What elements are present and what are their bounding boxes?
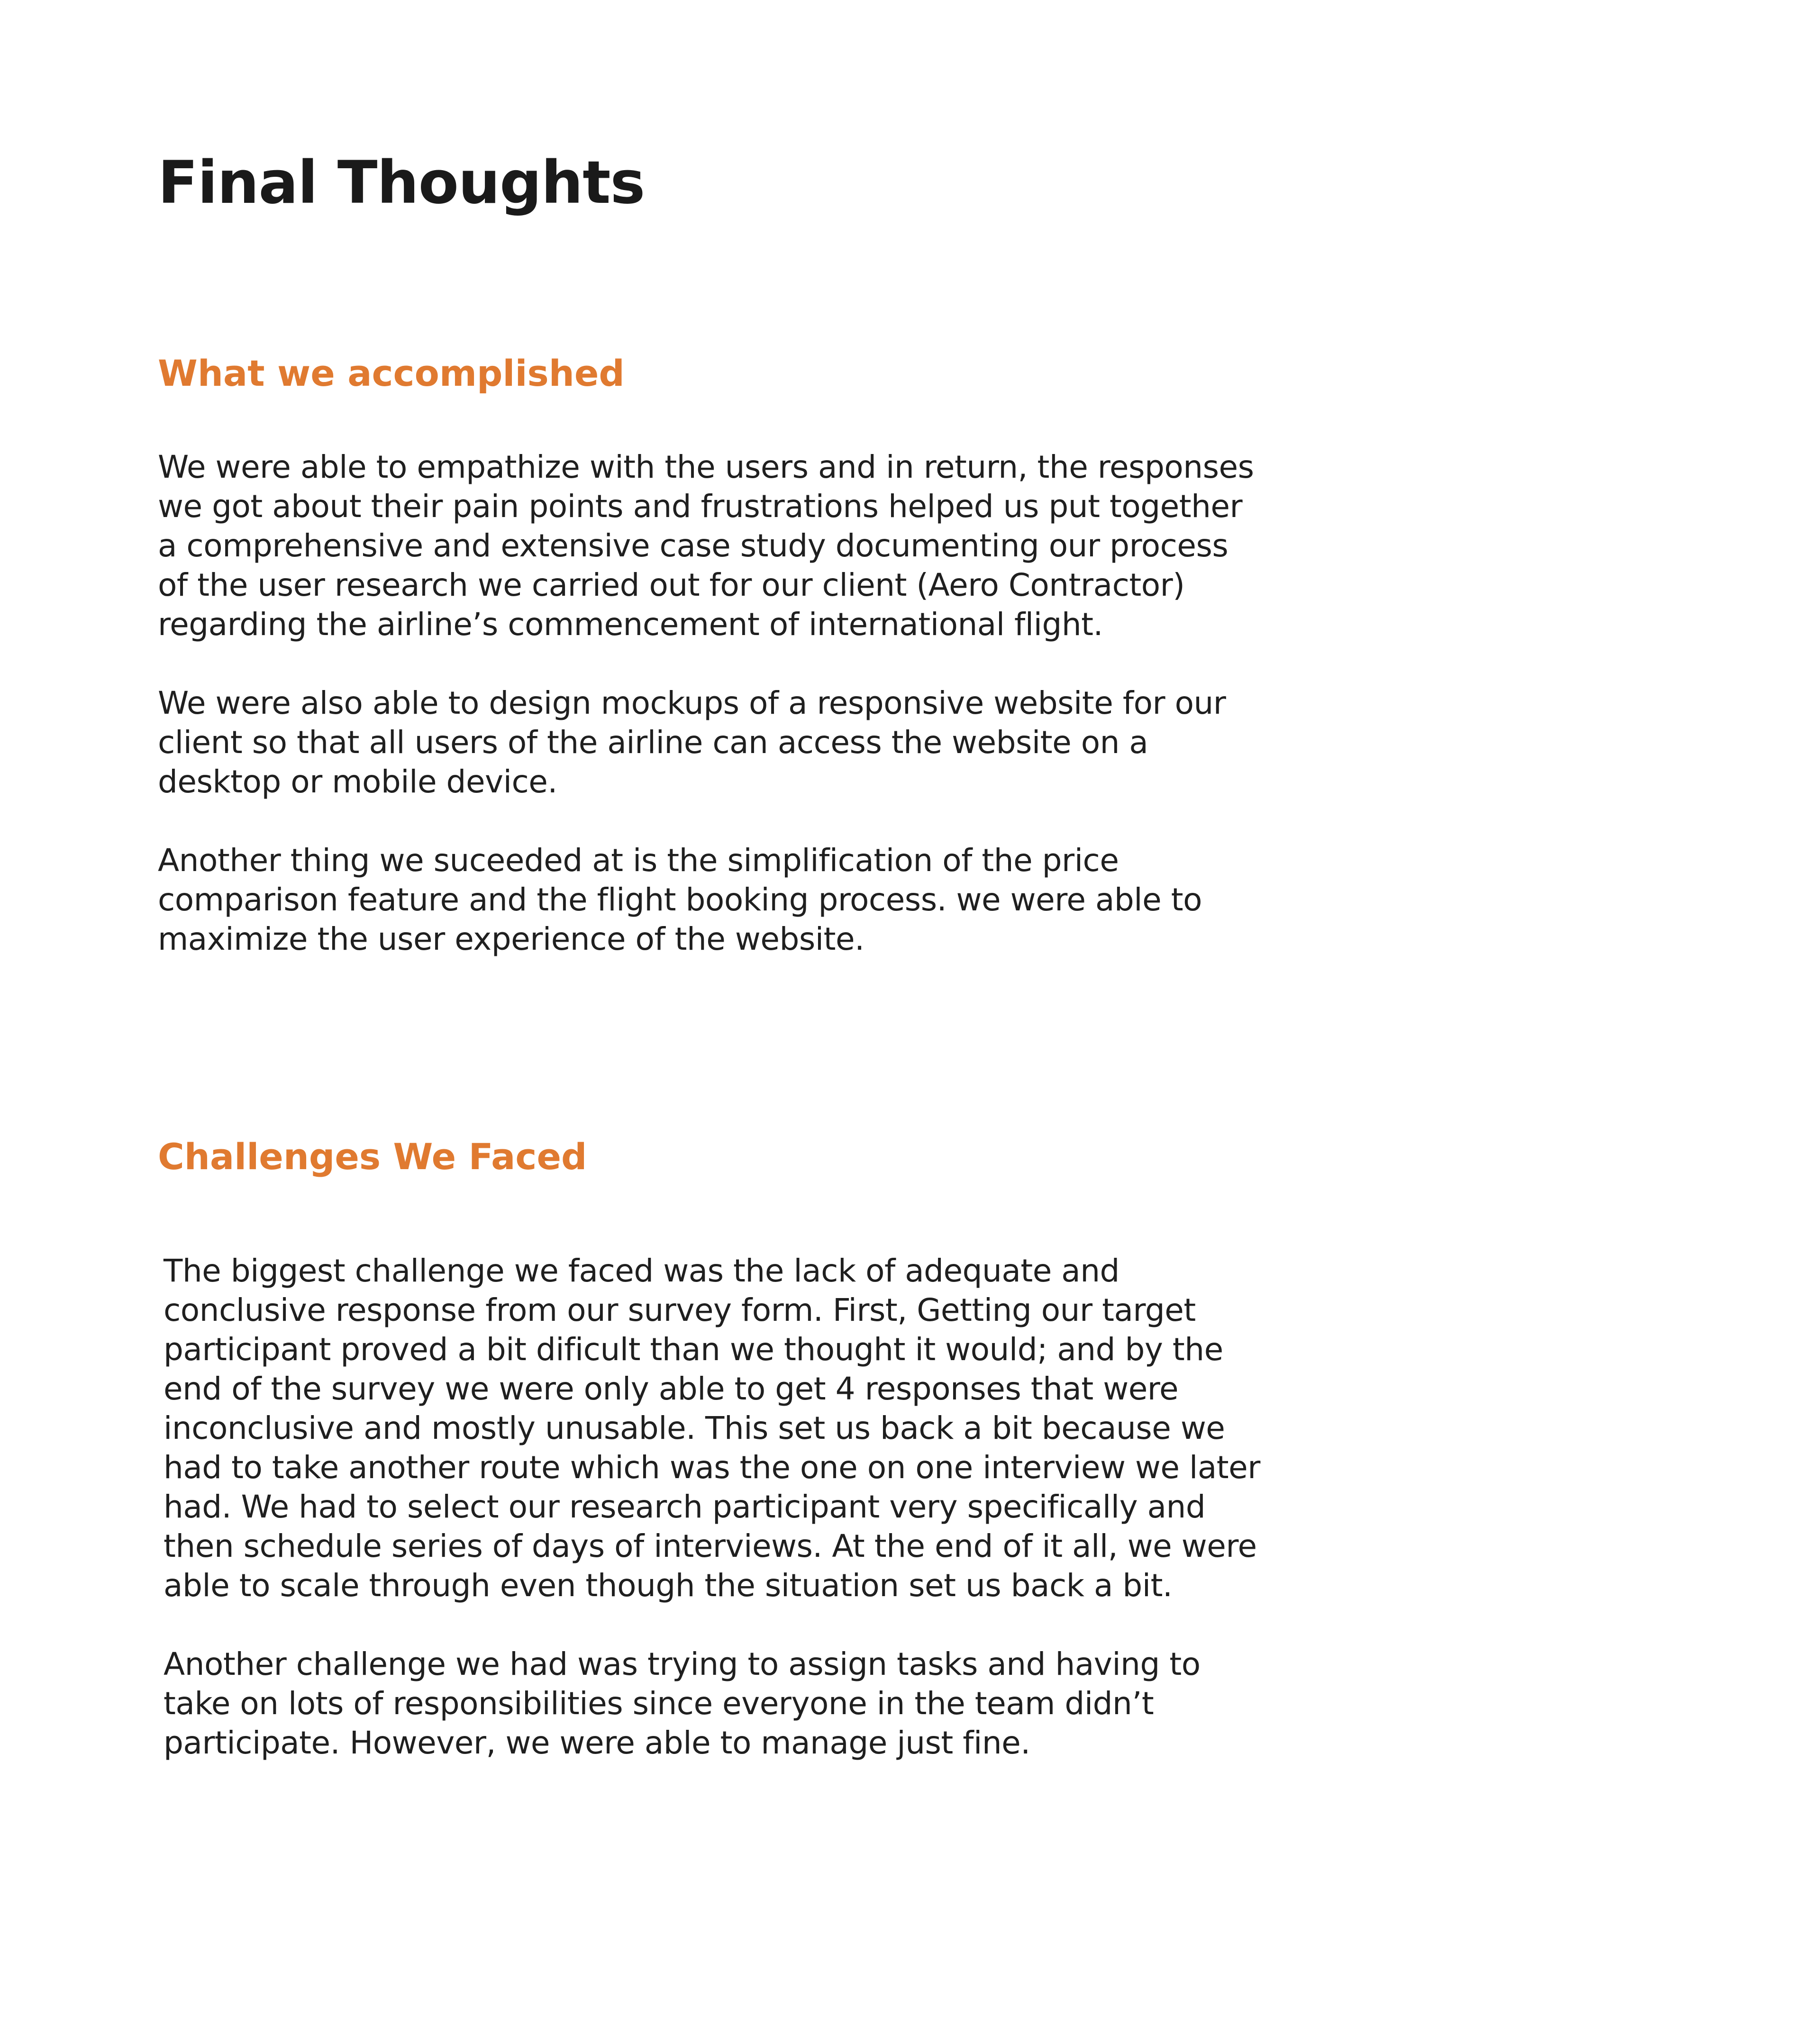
section-body-accomplished	[158, 447, 1333, 959]
paragraph: We were also able to design mockups of a responsive website for our client so that all users of the airline can access the website on a desktop or mobile device.	[158, 685, 1226, 800]
section-heading-challenges: Challenges We Faced	[158, 1136, 587, 1178]
paragraph: We were able to empathize with the users and in return, the responses we got about their pain points and frustrations helped us put together a comprehensive and extensive case study documenting our process of the user research we carried out for our client (Aero Contractor) regarding the airline’s commencement of international flight.	[158, 449, 1254, 643]
section-heading-accomplished: What we accomplished	[158, 352, 625, 394]
page-title: Final Thoughts	[158, 149, 645, 217]
paragraph: Another challenge we had was trying to assign tasks and having to take on lots of responsibilities since everyone in the team didn’t participate. However, we were able to manage just fine.	[164, 1646, 1201, 1761]
paragraph: The biggest challenge we faced was the lack of adequate and conclusive response from our survey form. First, Getting our target participant proved a bit dificult than we thought it would; and by the end of the survey we were only able to get 4 responses that were inconclusive and mostly unusable. This set us back a bit because we had to take another route which was the one on one interview we later had. We had to select our research participant very specifically and then schedule series of days of interviews. At the end of it all, we were able to scale through even though the situation set us back a bit.	[164, 1253, 1260, 1604]
paragraph: Another thing we suceeded at is the simplification of the price comparison feature and the flight booking process. we were able to maximize the user experience of the website.	[158, 842, 1202, 957]
section-body-challenges	[164, 1251, 1339, 1762]
